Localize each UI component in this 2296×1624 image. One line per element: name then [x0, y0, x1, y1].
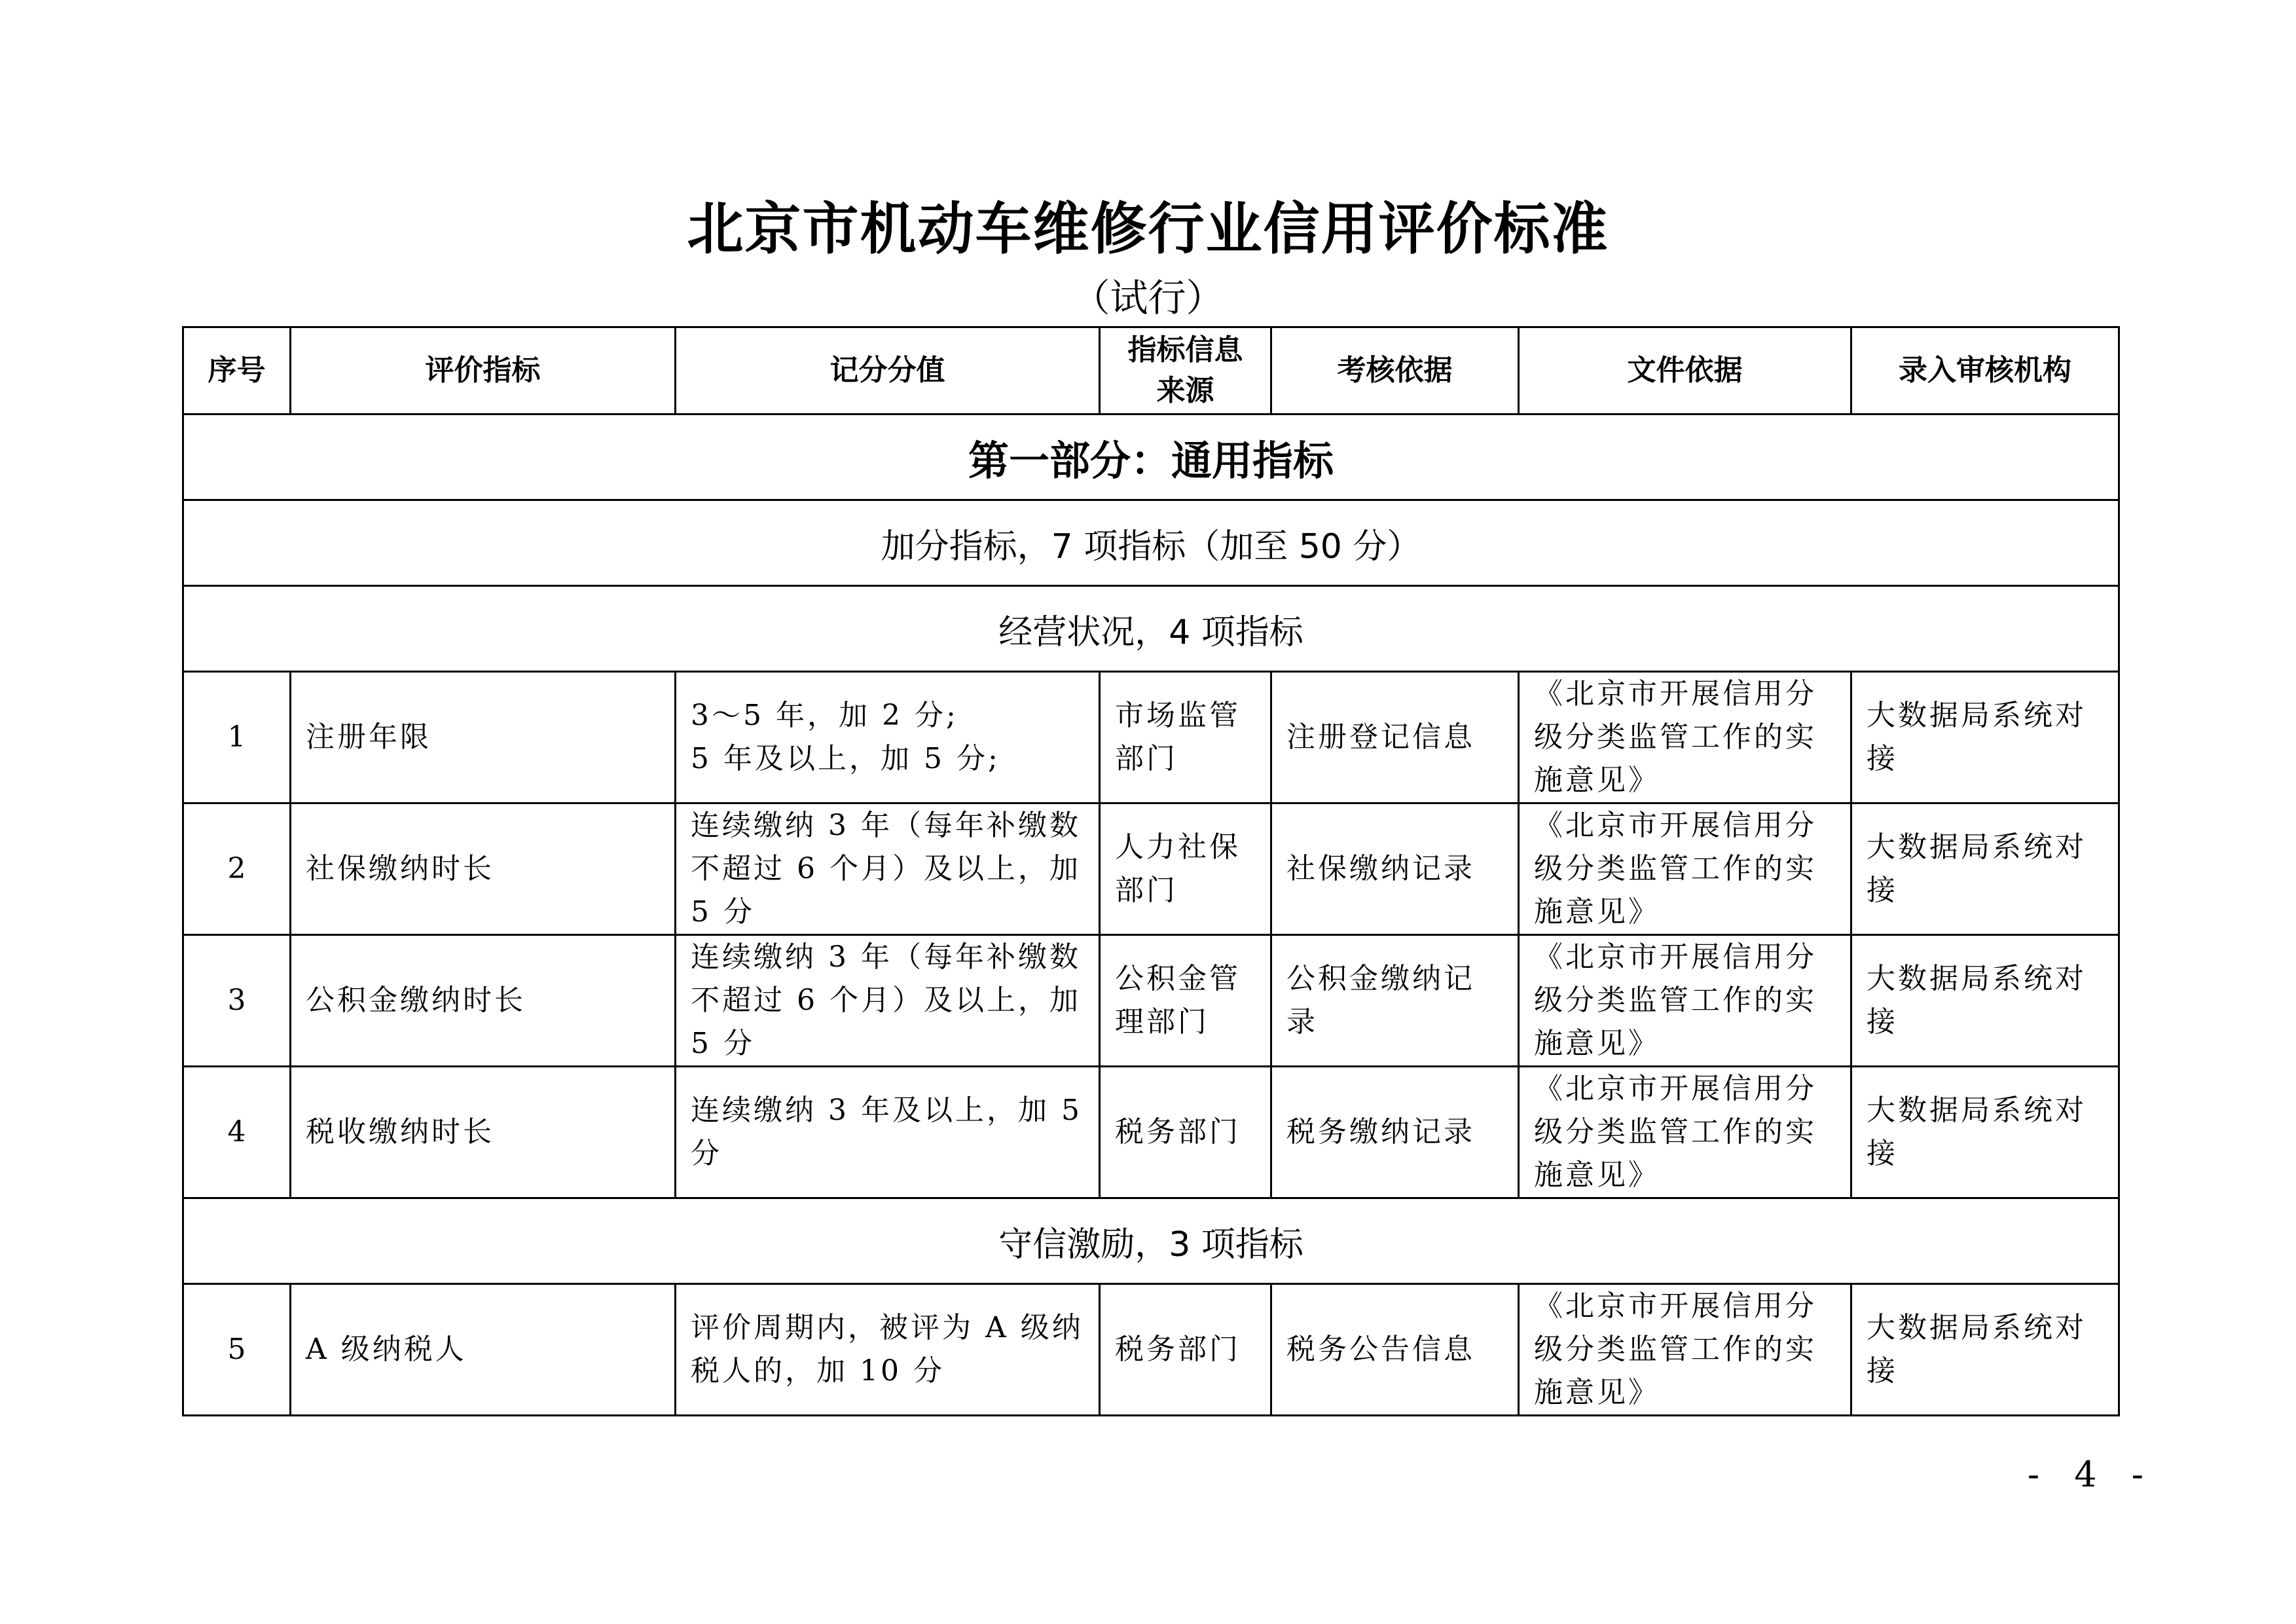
row-indicator: A 级纳税人 — [306, 1333, 467, 1366]
row-basis: 注册登记信息 — [1286, 720, 1475, 754]
header-indicator: 评价指标 — [291, 327, 676, 415]
group2-title: 守信激励，3 项指标 — [183, 1198, 2119, 1284]
page-number: - 4 - — [2027, 1454, 2155, 1495]
row-basis: 税务缴纳记录 — [1286, 1115, 1475, 1149]
table-row — [183, 672, 2119, 803]
row-basis: 公积金缴纳记录 — [1286, 962, 1475, 1039]
header-document: 文件依据 — [1519, 327, 1851, 415]
header-source — [1100, 327, 1271, 415]
row-score: 连续缴纳 3 年（每年补缴数不超过 6 个月）及以上，加 5 分 — [691, 940, 1081, 1060]
row-score-line2: 5 年及以上，加 5 分; — [691, 742, 1000, 775]
group1-title: 经营状况，4 项指标 — [183, 586, 2119, 672]
row-document: 《北京市开展信用分级分类监管工作的实施意见》 — [1534, 809, 1817, 929]
header-score: 记分分值 — [676, 327, 1100, 415]
row-document: 《北京市开展信用分级分类监管工作的实施意见》 — [1534, 940, 1817, 1060]
row-document: 《北京市开展信用分级分类监管工作的实施意见》 — [1534, 1289, 1817, 1409]
table-row — [183, 1067, 2119, 1198]
header-agency: 录入审核机构 — [1851, 327, 2119, 415]
row-score: 评价周期内，被评为 A 级纳税人的，加 10 分 — [691, 1311, 1084, 1388]
bonus-title: 加分指标，7 项指标（加至 50 分） — [183, 500, 2119, 586]
row-basis: 社保缴纳记录 — [1286, 852, 1475, 885]
row-source: 人力社保部门 — [1115, 830, 1241, 907]
row-seq: 5 — [183, 1284, 291, 1416]
header-basis: 考核依据 — [1271, 327, 1519, 415]
document-subtitle: （试行） — [1072, 276, 1224, 320]
table-row — [183, 803, 2119, 935]
row-source: 市场监管部门 — [1115, 699, 1241, 775]
row-agency: 大数据局系统对接 — [1867, 1094, 2086, 1170]
row-indicator: 社保缴纳时长 — [306, 852, 494, 885]
table-row — [183, 935, 2119, 1067]
row-seq: 1 — [183, 672, 291, 803]
group1-title-row — [183, 586, 2119, 672]
row-source: 公积金管理部门 — [1115, 962, 1241, 1039]
bonus-title-row — [183, 500, 2119, 586]
row-agency: 大数据局系统对接 — [1867, 1311, 2086, 1388]
row-document: 《北京市开展信用分级分类监管工作的实施意见》 — [1534, 1072, 1817, 1192]
row-indicator: 注册年限 — [306, 720, 431, 754]
row-source: 税务部门 — [1115, 1333, 1241, 1366]
part-title-row — [183, 415, 2119, 500]
header-seq: 序号 — [183, 327, 291, 415]
row-agency: 大数据局系统对接 — [1867, 962, 2086, 1039]
document-title: 北京市机动车维修行业信用评价标准 — [687, 196, 1609, 262]
row-indicator: 公积金缴纳时长 — [306, 984, 526, 1017]
row-agency: 大数据局系统对接 — [1867, 699, 2086, 775]
row-basis: 税务公告信息 — [1286, 1333, 1475, 1366]
row-score: 连续缴纳 3 年及以上，加 5 分 — [691, 1094, 1082, 1170]
row-seq: 2 — [183, 803, 291, 935]
row-source: 税务部门 — [1115, 1115, 1241, 1149]
row-score: 连续缴纳 3 年（每年补缴数不超过 6 个月）及以上，加 5 分 — [691, 809, 1081, 929]
row-indicator: 税收缴纳时长 — [306, 1115, 494, 1149]
evaluation-standard-table — [182, 326, 2120, 1416]
part1-title: 第一部分：通用指标 — [183, 415, 2119, 500]
row-seq: 3 — [183, 935, 291, 1067]
row-document: 《北京市开展信用分级分类监管工作的实施意见》 — [1534, 677, 1817, 797]
row-seq: 4 — [183, 1067, 291, 1198]
header-source-line1: 指标信息 — [1127, 333, 1243, 367]
table-row — [183, 1284, 2119, 1416]
row-agency: 大数据局系统对接 — [1867, 830, 2086, 907]
row-score-line1: 3～5 年，加 2 分; — [691, 699, 958, 732]
table-header-row — [183, 327, 2119, 415]
header-source-line2: 来源 — [1156, 374, 1214, 407]
group2-title-row — [183, 1198, 2119, 1284]
